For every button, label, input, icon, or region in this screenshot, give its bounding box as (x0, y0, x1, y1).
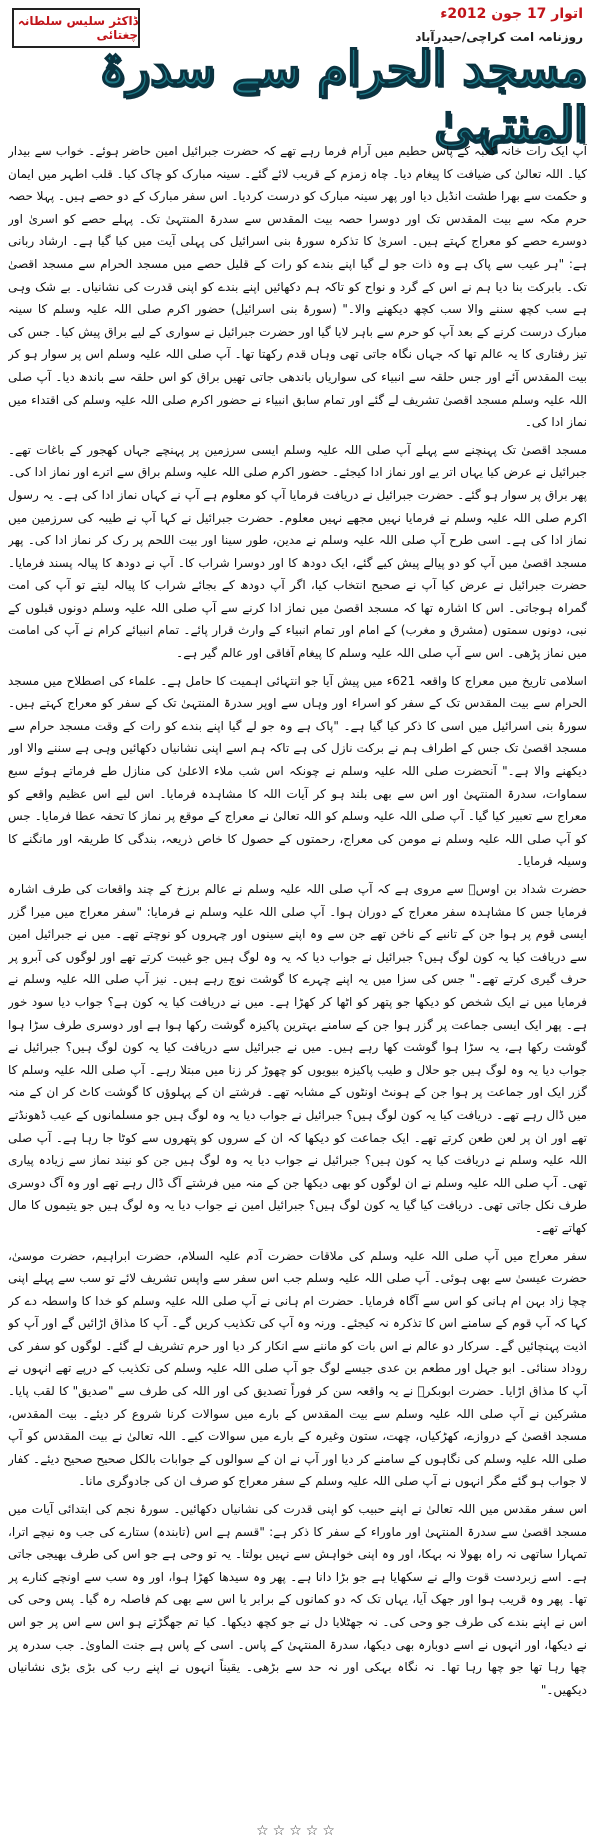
paragraph: سفر معراج میں آپ صلی اللہ علیہ وسلم کی ملاقات حضرت آدم علیہ السلام، حضرت ابراہیم، حضرت موسیٰ، حضرت عیسیٰ سے بھی ہوئی۔ آپ صلی اللہ علیہ وسلم جب اس سفر سے واپس تشریف لائے تو سب سے پہلے اپنی چچا زاد بہن ام ہانی کو اس سے آگاہ فرمایا۔ حضرت ام ہانی نے آپ صلی اللہ علیہ وسلم کو خدا کا واسطہ دے کر کہا کہ آپ قوم کے سامنے اس کا تذکرہ نہ کیجئے۔ ورنہ وہ آپ کی تکذیب کریں گے۔ آپ کا مذاق اڑائیں گے اور آپ کو اذیت پہنچائیں گے۔ سرکار دو عالم نے اس بات کو ماننے سے انکار کر دیا اور حرم تشریف لے گئے۔ لوگوں کو سفر کی روداد سنائی۔ ابو جہل اور مطعم بن عدی جیسے لوگ جو آپ صلی اللہ علیہ وسلم کی تکذیب کے درپے تھے انہوں نے آپ کا مذاق اڑایا۔ حضرت ابوبکرؓ نے یہ واقعہ سن کر فوراً تصدیق کی اور اللہ کی طرف سے "صدیق" کا لقب پایا۔ مشرکین نے آپ صلی اللہ علیہ وسلم سے بیت المقدس کے بارے میں سوالات کرنا شروع کر دیئے۔ بیت المقدس، مسجد اقصیٰ کے دروازے، کھڑکیاں، چھت، ستون وغیرہ کے بارے میں سوالات کیے۔ اللہ تعالیٰ نے بیت المقدس کو آپ صلی اللہ علیہ وسلم کی نگاہوں کے سامنے کر دیا اور آپ نے ان کے سوالوں کے جوابات بالکل صحیح صحیح دیئے۔ کفار لا جواب ہو گئے مگر انہوں نے آپ صلی اللہ علیہ وسلم کے سفر معراج کو صرف ان کی جادوگری مانا۔ (8, 1248, 587, 1489)
headline: مسجد الحرام سے سدرۃ المنتہیٰ (98, 41, 587, 153)
paragraph: حضرت شداد بن اوسؓ سے مروی ہے کہ آپ صلی اللہ علیہ وسلم نے عالم برزخ کے چند واقعات کی طرف اشارہ فرمایا جس کا مشاہدہ سفر معراج کے دوران ہوا۔ آپ صلی اللہ علیہ وسلم نے فرمایا: "سفر معراج میں میرا گزر ایسی قوم پر ہوا جن کے تانبے کے ناخن تھے جن سے وہ اپنے سینوں اور چہروں کو نوچتے تھے۔ میں نے جبرائیل امین سے دریافت کیا یہ کون لوگ ہیں؟ جبرائیل نے جواب دیا کہ یہ وہ لوگ ہیں جو غیبت کرتے تھے اور لوگوں کی آبرو پر حرف گیری کرتے تھے۔" جس کی سزا میں یہ اپنے چہرے کا گوشت نوچ رہے ہیں۔ نیز آپ صلی اللہ علیہ وسلم نے فرمایا میں نے ایک شخص کو دیکھا جو پتھر کو اٹھا کر کھڑا ہے۔ میں نے دریافت کیا یہ کون ہے؟ جواب دیا سود خور ہے۔ پھر ایک ایسی جماعت پر گزر ہوا جن کے سامنے بہترین پاکیزہ گوشت رکھا ہوا ہے اور دوسری طرف سڑا ہوا گوشت رکھا ہے، یہ سڑا ہوا گوشت کھا رہے ہیں۔ میں نے جبرائیل سے دریافت کیا یہ کون لوگ ہیں؟ جبرائیل نے جواب دیا یہ وہ لوگ ہیں جو حلال و طیب پاکیزہ بیویوں کو چھوڑ کر زنا میں مبتلا رہے۔ آپ صلی اللہ علیہ وسلم کا گزر ایک اور جماعت پر ہوا جن کے ہونٹ اونٹوں کے مشابہ تھے۔ فرشتے ان کے پہلوؤں کا گوشت کاٹ کر ان کے منہ میں ڈال رہے تھے۔ دریافت کیا یہ کون لوگ ہیں؟ جبرائیل نے جواب دیا یہ وہ لوگ ہیں جو مسلمانوں کے عیب ڈھونڈتے تھے اور ان پر لعن طعن کرتے تھے۔ ایک جماعت کو دیکھا کہ ان کے سروں کو پتھروں سے کوٹا جا رہا ہے۔ آپ صلی اللہ علیہ وسلم نے دریافت کیا یہ کون ہیں؟ جبرائیل نے جواب دیا یہ وہ لوگ ہیں جن کو نیند نماز سے زیادہ پیاری تھی۔ آپ صلی اللہ علیہ وسلم نے ان لوگوں کو بھی دیکھا جن کے منہ میں فرشتے آگ ڈال رہے تھے اور وہ آگ دوسری طرف نکل جاتی تھی۔ دریافت کیا گیا یہ کون لوگ ہیں؟ جبرائیل امین نے جواب دیا یہ وہ لوگ ہیں جو یتیموں کا مال کھاتے تھے۔ (8, 882, 587, 1235)
end-stars: ☆☆☆☆☆ (256, 1823, 339, 1839)
paragraph: آپ ایک رات خانہ کعبہ کے پاس حطیم میں آرام فرما رہے تھے کہ حضرت جبرائیل امین حاضر ہوئے۔ خواب سے بیدار کیا۔ اللہ تعالیٰ کی ضیافت کا پیغام دیا۔ چاہ زمزم کے قریب لائے گئے۔ سینہ مبارک کو چاک کیا۔ قلب اطہر میں ایمان و حکمت سے بھرا طشت انڈیل دیا اور پھر سینہ مبارک کو درست کردیا۔ اس سفر مبارک کے دو حصے ہیں۔ پہلا حصہ حرم مکہ سے بیت المقدس تک اور دوسرا حصہ بیت المقدس سے سدرۃ المنتہیٰ تک۔ پہلے حصے کو اسریٰ اور دوسرے حصے کو معراج کہتے ہیں۔ اسریٰ کا تذکرہ سورۂ بنی اسرائیل کی پہلی آیت میں کیا گیا ہے۔ ارشاد ربانی ہے: "ہر عیب سے پاک ہے وہ ذات جو لے گیا اپنے بندے کو رات کے قلیل حصے میں مسجد الحرام سے مسجد اقصیٰ تک۔ بابرکت بنا دیا ہم نے اس کے گرد و نواح کو تاکہ ہم دکھائیں اپنے بندے کو اپنی قدرت کی نشانیاں۔ بے شک وہی ہے سب کچھ سننے والا سب کچھ دیکھنے والا۔" (سورۂ بنی اسرائیل) حضور اکرم صلی اللہ علیہ وسلم کا سینہ مبارک درست کرنے کے بعد آپ کو حرم سے باہر لایا گیا اور حضرت جبرائیل نے سواری کے لیے براق پیش کیا۔ جس کی تیز رفتاری کا یہ عالم تھا کہ جہاں نگاہ جاتی تھی وہاں قدم رکھتا تھا۔ آپ صلی اللہ علیہ وسلم اس پر سوار ہو کر بیت المقدس آئے اور جس حلقہ سے انبیاء کی سواریاں باندھی جاتی تھیں براق کو اس حلقہ سے باندھ دیا۔ آپ صلی اللہ علیہ وسلم مسجد اقصیٰ تشریف لے گئے اور تمام سابق انبیاء نے حضور اکرم صلی اللہ علیہ وسلم کی اقتداء میں نماز ادا کی۔ (8, 144, 587, 430)
newspaper-source: روزنامہ امت کراچی/حیدرآباد (415, 30, 583, 44)
paragraph: اس سفر مقدس میں اللہ تعالیٰ نے اپنے حبیب کو اپنی قدرت کی نشانیاں دکھائیں۔ سورۂ نجم کی ابتدائی آیات میں مسجد اقصیٰ سے سدرۃ المنتہیٰ اور ماوراء کے سفر کا ذکر ہے: "قسم ہے اس (تابندہ) ستارے کی جب وہ نیچے اترا، تمہارا ساتھی نہ راہ بھولا نہ بہکا، اور وہ اپنی خواہش سے نہیں بولتا۔ یہ تو وحی ہے جو اس کی طرف بھیجی جاتی ہے۔ اسے زبردست قوت والے نے سکھایا ہے جو بڑا دانا ہے۔ پھر وہ سیدھا کھڑا ہوا، اور وہ سب سے اونچے کنارے پر تھا۔ پھر وہ قریب ہوا اور جھک آیا، یہاں تک کہ دو کمانوں کے برابر یا اس سے بھی کم فاصلہ رہ گیا۔ پس وحی کی اس نے اپنے بندے کی طرف جو وحی کی۔ نہ جھٹلایا دل نے جو کچھ دیکھا۔ کیا تم جھگڑتے ہو اس سے اس پر جو اس نے دیکھا، اور انہوں نے اسے دوبارہ بھی دیکھا، سدرۃ المنتہیٰ کے پاس۔ اسی کے پاس ہے جنت الماویٰ۔ جب سدرہ پر چھا رہا تھا جو چھا رہا تھا۔ نہ نگاہ بہکی اور نہ حد سے بڑھی۔ یقیناً انہوں نے اپنے رب کی بڑی بڑی نشانیاں دیکھیں۔" (8, 1502, 587, 1697)
paragraph: مسجد اقصیٰ تک پہنچنے سے پہلے آپ صلی اللہ علیہ وسلم ایسی سرزمین پر پہنچے جہاں کھجور کے باغات تھے۔ جبرائیل نے عرض کیا یہاں اتر یے اور نماز ادا کیجئے۔ حضور اکرم صلی اللہ علیہ وسلم براق سے اترے اور نماز ادا کی۔ پھر براق پر سوار ہو گئے۔ حضرت جبرائیل نے دریافت فرمایا آپ کو معلوم ہے آپ نے کہاں نماز ادا کی ہے۔ یہ رسول اکرم صلی اللہ علیہ وسلم نے فرمایا نہیں مجھے نہیں معلوم۔ حضرت جبرائیل نے کہا آپ نے طیبہ کی سرزمین میں نماز ادا کی ہے۔ اسی طرح آپ صلی اللہ علیہ وسلم نے مدین، طور سینا اور بیت اللحم پر رک کر نماز ادا کی۔ پھر مسجد اقصیٰ میں آپ کو دو پیالے پیش کیے گئے، ایک دودھ کا اور دوسرا شراب کا۔ آپ نے دودھ کا پیالہ پسند فرمایا۔ حضرت جبرائیل نے عرض کیا آپ نے صحیح انتخاب کیا، اگر آپ دودھ کے بجائے شراب کا پیالہ لیتے تو آپ کی امت گمراہ ہوجاتی۔ اس کا اشارہ تھا کہ مسجد اقصیٰ میں نماز ادا کرنے سے آپ صلی اللہ علیہ وسلم دونوں قبلوں کے نبی، دونوں سمتوں (مشرق و مغرب) کے امام اور تمام انبیاء کے وارث قرار پائے۔ تمام انبیائے کرام نے آپ کی امامت میں نماز پڑھی۔ اس سے آپ صلی اللہ علیہ وسلم کا پیغام آفاقی اور عالم گیر ہے۔ (8, 442, 587, 661)
author-name: ڈاکٹر سلیس سلطانہ چغتائی (17, 14, 138, 42)
article-body (8, 140, 587, 1805)
paragraph: اسلامی تاریخ میں معراج کا واقعہ 621ء میں پیش آیا جو انتہائی اہمیت کا حامل ہے۔ علماء کی اصطلاح میں مسجد الحرام سے بیت المقدس تک کے سفر کو اسراء اور وہاں سے اوپر سدرۃ المنتہیٰ تک کے سفر کو معراج کہتے ہیں۔ سورۂ بنی اسرائیل میں اسی کا ذکر کیا گیا ہے۔ "پاک ہے وہ جو لے گیا اپنے بندے کو رات کے وقت مسجد حرام سے مسجد اقصیٰ تک جس کے اطراف ہم نے برکت نازل کی ہے تاکہ ہم اسے اپنی نشانیاں دکھائیں وہی ہے سننے والا اور دیکھنے والا ہے۔" آنحضرت صلی اللہ علیہ وسلم نے چونکہ اس شب ملاء الاعلیٰ کی منازل طے فرماتے ہوئے سبع سماوات، سدرۃ المنتہیٰ اور اس سے بھی بلند ہو کر آیات اللہ کا مشاہدہ فرمایا۔ اس لیے اس عظیم واقعے کو معراج سے تعبیر کیا گیا۔ آپ صلی اللہ علیہ وسلم کو اللہ تعالیٰ نے معراج کے موقع پر نماز کا تحفہ عطا فرمایا۔ جس کو آپ صلی اللہ علیہ وسلم نے مومن کی معراج، رحمتوں کے حصول کا خاص ذریعہ، بندگی کا طریقہ اور مانگنے کا وسیلہ فرمایا۔ (8, 673, 587, 869)
publication-date: اتوار 17 جون 2012ء (440, 6, 583, 22)
